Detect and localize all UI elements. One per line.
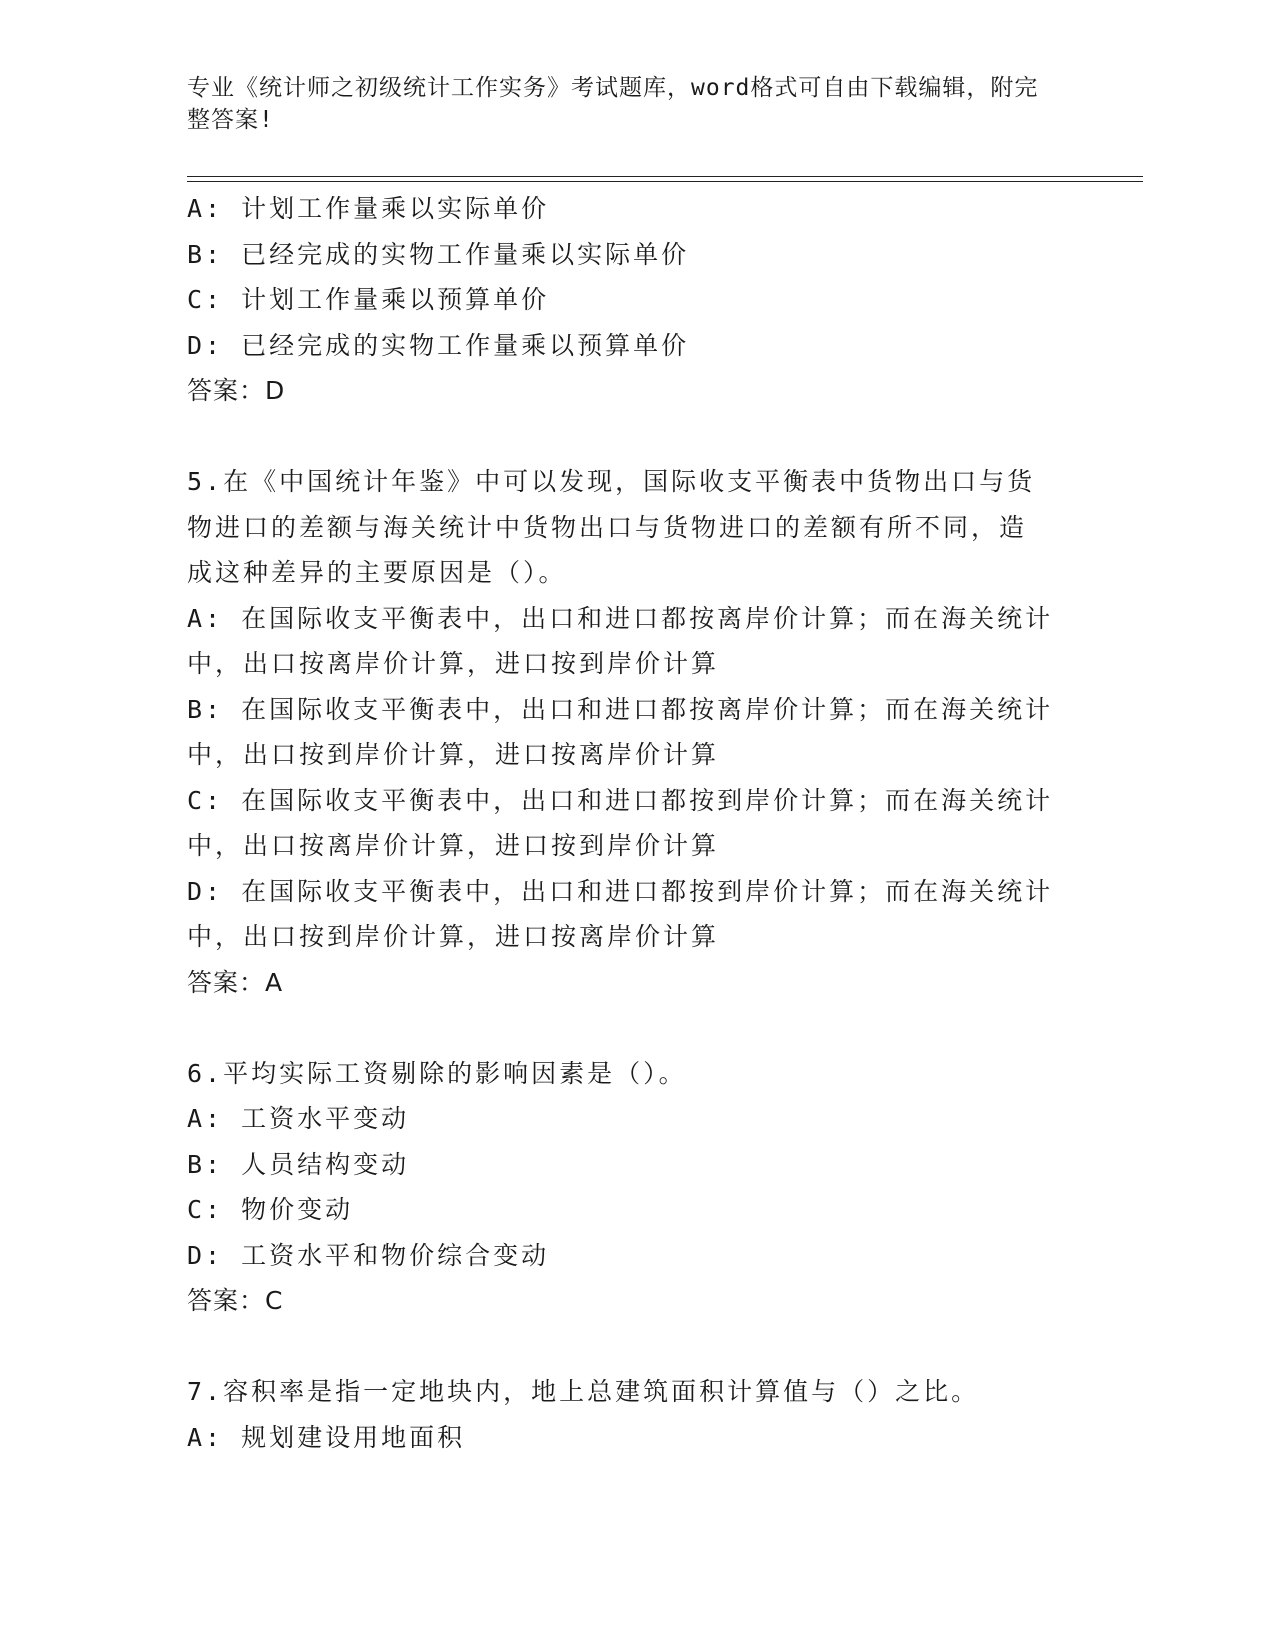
- document-header: [187, 72, 1067, 136]
- option-d: D: 已经完成的实物工作量乘以预算单价: [187, 330, 690, 360]
- question-stem: 6.平均实际工资剔除的影响因素是（）。: [187, 1058, 687, 1088]
- option-a-continued: 中，出口按离岸价计算，进口按到岸价计算: [187, 649, 720, 678]
- option-d-continued: 中，出口按到岸价计算，进口按离岸价计算: [187, 922, 720, 951]
- question-6: [187, 1051, 1067, 1324]
- question-7: [187, 1369, 1067, 1460]
- option-c-continued: 中，出口按离岸价计算，进口按到岸价计算: [187, 831, 720, 860]
- header-divider-bottom: [187, 181, 1143, 182]
- option-a: A: 规划建设用地面积: [187, 1422, 466, 1452]
- answer: 答案：A: [187, 967, 284, 997]
- question-5: [187, 459, 1067, 1005]
- question-stem-line: 成这种差异的主要原因是（）。: [187, 558, 567, 587]
- option-c: C: 计划工作量乘以预算单价: [187, 285, 550, 314]
- spacer: [187, 414, 1067, 460]
- option-a: A: 在国际收支平衡表中，出口和进口都按离岸价计算；而在海关统计: [187, 603, 1054, 633]
- option-a: A: 工资水平变动: [187, 1104, 410, 1133]
- answer: 答案：D: [187, 376, 286, 405]
- header-divider-top: [187, 176, 1143, 177]
- question-stem-line: 物进口的差额与海关统计中货物出口与货物进口的差额有所不同，造: [187, 512, 1028, 542]
- option-c: C: 在国际收支平衡表中，出口和进口都按到岸价计算；而在海关统计: [187, 785, 1054, 815]
- option-b: B: 在国际收支平衡表中，出口和进口都按离岸价计算；而在海关统计: [187, 694, 1054, 724]
- option-b: B: 已经完成的实物工作量乘以实际单价: [187, 239, 690, 269]
- question-stem-line: 5.在《中国统计年鉴》中可以发现，国际收支平衡表中货物出口与货: [187, 467, 1036, 496]
- option-b: B: 人员结构变动: [187, 1149, 410, 1179]
- spacer: [187, 1324, 1067, 1370]
- option-b-continued: 中，出口按到岸价计算，进口按离岸价计算: [187, 740, 720, 769]
- question-4-options: [187, 186, 1067, 414]
- option-d: D: 工资水平和物价综合变动: [187, 1240, 550, 1270]
- option-d: D: 在国际收支平衡表中，出口和进口都按到岸价计算；而在海关统计: [187, 876, 1054, 906]
- question-stem: 7.容积率是指一定地块内，地上总建筑面积计算值与（）之比。: [187, 1377, 980, 1406]
- header-line-2: 整答案!: [187, 107, 274, 133]
- answer: 答案：C: [187, 1286, 284, 1315]
- option-c: C: 物价变动: [187, 1195, 354, 1224]
- header-line-1: 专业《统计师之初级统计工作实务》考试题库，word格式可自由下载编辑，附完: [187, 75, 1039, 101]
- question-content: [187, 186, 1067, 1460]
- option-a: A: 计划工作量乘以实际单价: [187, 194, 550, 223]
- spacer: [187, 1005, 1067, 1051]
